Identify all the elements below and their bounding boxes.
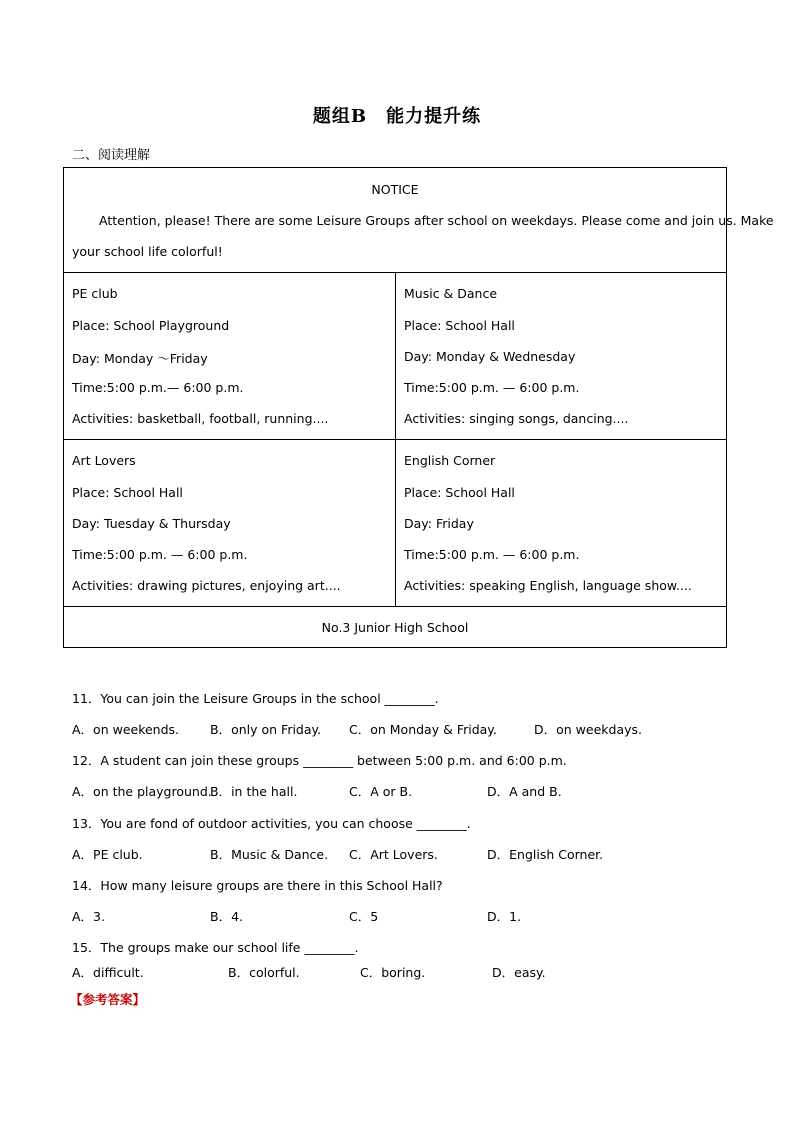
club-activities: Activities: drawing pictures, enjoying art....: [72, 578, 341, 593]
option-d[interactable]: D．English Corner.: [487, 847, 604, 862]
question-stem: 15．The groups make our school life ________.: [72, 940, 359, 955]
club-place: Place: School Hall: [404, 318, 515, 333]
option-c[interactable]: C．Art Lovers.: [349, 847, 438, 862]
option-a[interactable]: A．difficult.: [72, 965, 144, 980]
club-name: Art Lovers: [72, 453, 136, 468]
notice-intro-line2: your school life colorful!: [72, 244, 223, 259]
club-place: Place: School Hall: [404, 485, 515, 500]
section-heading: 二、阅读理解: [72, 148, 151, 163]
option-c[interactable]: C．on Monday & Friday.: [349, 722, 497, 737]
club-name: English Corner: [404, 453, 496, 468]
notice-heading: NOTICE: [371, 182, 419, 197]
table-column-divider: [395, 272, 396, 606]
club-place: Place: School Playground: [72, 318, 230, 333]
club-time: Time:5:00 p.m. — 6:00 p.m.: [404, 547, 580, 562]
notice-table: [63, 167, 727, 648]
option-a[interactable]: A．on the playground.: [72, 784, 212, 799]
club-day: Day: Monday & Wednesday: [404, 349, 576, 364]
club-day: Day: Monday ～Friday: [72, 351, 208, 366]
option-b[interactable]: B．only on Friday.: [210, 722, 322, 737]
club-day: Day: Friday: [404, 516, 474, 531]
option-a[interactable]: A．PE club.: [72, 847, 143, 862]
option-d[interactable]: D．on weekdays.: [534, 722, 642, 737]
notice-footer: No.3 Junior High School: [321, 620, 469, 635]
answer-key-label: 【参考答案】: [70, 992, 146, 1007]
club-activities: Activities: basketball, football, running....: [72, 411, 329, 426]
club-name: PE club: [72, 286, 118, 301]
option-d[interactable]: D．easy.: [492, 965, 546, 980]
option-c[interactable]: C．boring.: [360, 965, 426, 980]
club-time: Time:5:00 p.m. — 6:00 p.m.: [72, 547, 248, 562]
page-title: 题组B 能力提升练: [312, 106, 482, 127]
question-stem: 14．How many leisure groups are there in this School Hall?: [72, 878, 443, 893]
club-activities: Activities: singing songs, dancing....: [404, 411, 629, 426]
club-place: Place: School Hall: [72, 485, 183, 500]
club-time: Time:5:00 p.m. — 6:00 p.m.: [404, 380, 580, 395]
question-stem: 13．You are fond of outdoor activities, you can choose ________.: [72, 816, 471, 831]
club-time: Time:5:00 p.m.— 6:00 p.m.: [72, 380, 244, 395]
club-name: Music & Dance: [404, 286, 498, 301]
question-stem: 12．A student can join these groups ________ between 5:00 p.m. and 6:00 p.m.: [72, 753, 567, 768]
option-d[interactable]: D．1.: [487, 909, 522, 924]
option-b[interactable]: B．in the hall.: [210, 784, 298, 799]
option-a[interactable]: A．on weekends.: [72, 722, 180, 737]
option-c[interactable]: C．A or B.: [349, 784, 413, 799]
option-c[interactable]: C．5: [349, 909, 379, 924]
option-b[interactable]: B．4.: [210, 909, 244, 924]
notice-intro-line1: Attention, please! There are some Leisure Groups after school on weekdays. Please come and join us. Make: [99, 213, 774, 228]
club-activities: Activities: speaking English, language show....: [404, 578, 692, 593]
club-day: Day: Tuesday & Thursday: [72, 516, 231, 531]
option-a[interactable]: A．3.: [72, 909, 105, 924]
option-b[interactable]: B．Music & Dance.: [210, 847, 329, 862]
option-b[interactable]: B．colorful.: [228, 965, 300, 980]
option-d[interactable]: D．A and B.: [487, 784, 562, 799]
question-stem: 11．You can join the Leisure Groups in the school ________.: [72, 691, 439, 706]
table-divider: [64, 606, 726, 607]
